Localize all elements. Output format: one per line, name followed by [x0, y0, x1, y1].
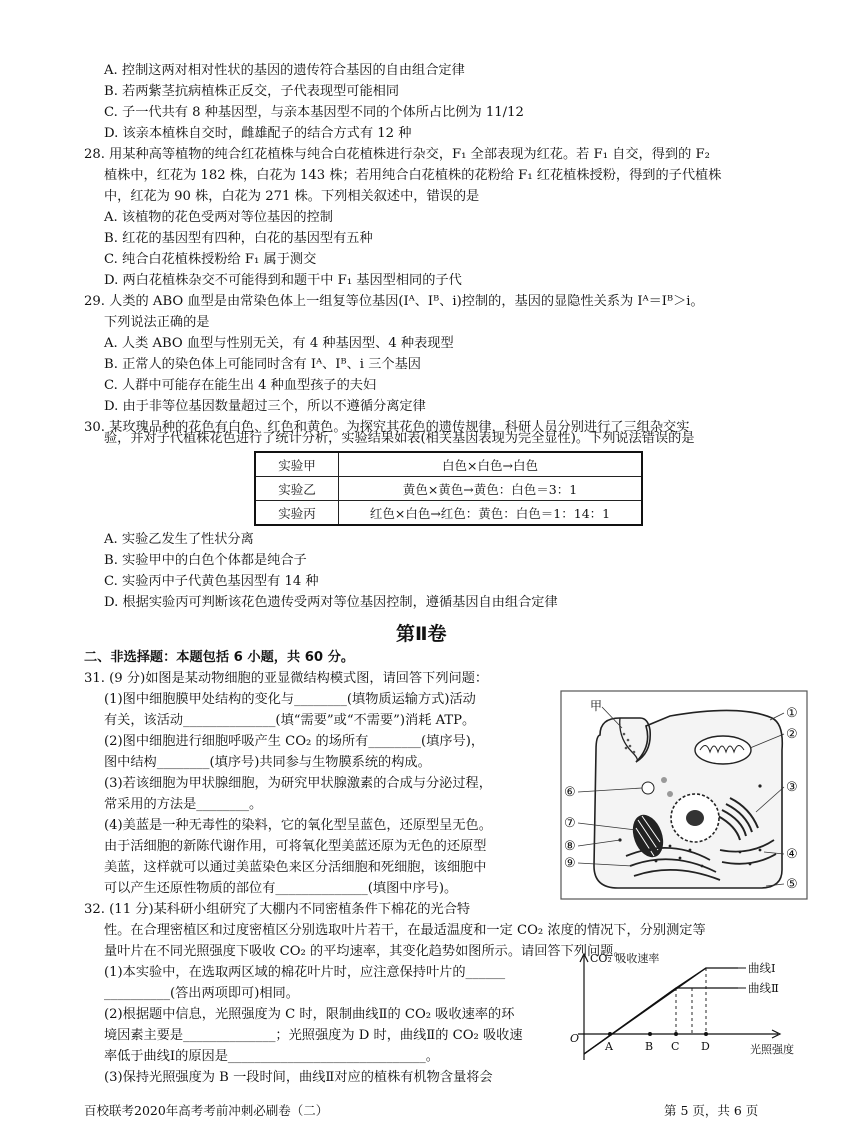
y-axis-label: CO₂ 吸收速率 — [590, 952, 660, 965]
q28-option-d: D. 两白花植株杂交不可能得到和题干中 F₁ 基因型相同的子代 — [104, 273, 462, 288]
q29-option-d: D. 由于非等位基因数量超过三个，所以不遵循分离定律 — [104, 399, 426, 414]
nucleolus — [686, 810, 704, 826]
q31-line: 可以产生还原性物质的部位有______________(填图中序号)。 — [104, 881, 458, 896]
cell-label-5: ⑤ — [786, 877, 798, 892]
curve-2-label: 曲线Ⅱ — [748, 981, 779, 995]
mitochondrion — [695, 736, 751, 764]
table-cell-name: 实验乙 — [255, 477, 339, 501]
q32-line: 量叶片在不同光照强度下吸收 CO₂ 的平均速率，其变化趋势如图所示。请回答下列问题。 — [104, 944, 627, 959]
q30-stem-line1: 30. 某玫瑰品种的花色有白色、红色和黄色。为探究其花色的遗传规律，科研人员分别进行了三组杂交实 — [84, 420, 690, 435]
table-cell-name: 实验甲 — [255, 452, 339, 477]
q28-stem-line3: 中，红花为 90 株，白花为 271 株。下列相关叙述中，错误的是 — [104, 189, 480, 204]
q32-line: __________(答出两项即可)相同。 — [104, 986, 299, 1001]
tick-label-d: D — [701, 1040, 710, 1053]
q32-line: (3)保持光照强度为 B 一段时间，曲线Ⅱ对应的植株有机物含量将会 — [104, 1070, 493, 1085]
page-number: 第 5 页，共 6 页 — [664, 1103, 759, 1118]
cell-label-2: ② — [786, 727, 798, 742]
cell-diagram — [560, 690, 810, 902]
q31-line: (3)若该细胞为甲状腺细胞，为研究甲状腺激素的合成与分泌过程， — [104, 776, 492, 791]
q27-option-a: A. 控制这两对相对性状的基因的遗传符合基因的自由组合定律 — [104, 63, 465, 78]
footer-title: 百校联考2020年高考考前冲刺必刷卷（二） — [84, 1103, 329, 1118]
q29-stem-line1: 29. 人类的 ABO 血型是由常染色体上一组复等位基因(Iᴬ、Iᴮ、i)控制的，基因的显隐性关系为 Ⅰᴬ＝Ⅰᴮ＞i。 — [84, 294, 704, 309]
q32-stem: 32. (11 分)某科研小组研究了大棚内不同密植条件下棉花的光合特 — [84, 902, 471, 917]
cell-label-4: ④ — [786, 847, 798, 862]
q30-option-b: B. 实验甲中的白色个体都是纯合子 — [104, 553, 307, 568]
q28-stem-line1: 28. 用某种高等植物的纯合红花植株与纯合白花植株进行杂交，F₁ 全部表现为红花。若 F₁ 自交，得到的 F₂ — [84, 147, 710, 162]
co2-uptake-graph — [568, 950, 808, 1068]
q30-option-d: D. 根据实验丙可判断该花色遗传受两对等位基因控制，遵循基因自由组合定律 — [104, 595, 558, 610]
q32-line: 性。在合理密植区和过度密植区分别选取叶片若干，在最适温度和一定 CO₂ 浓度的情况下，分别测定等 — [104, 923, 706, 938]
table-row — [255, 501, 642, 526]
cell-label-9: ⑨ — [564, 856, 576, 871]
q27-option-b: B. 若两紫茎抗病植株正反交，子代表现型可能相同 — [104, 84, 400, 99]
q32-line: (1)本实验中，在选取两区域的棉花叶片时，应注意保持叶片的______ — [104, 965, 506, 980]
vesicle — [661, 777, 667, 783]
q31-line: 有关，该活动______________(填“需要”或“不需要”)消耗 ATP。 — [104, 713, 476, 728]
curve-1-label: 曲线Ⅰ — [748, 961, 776, 975]
q27-option-d: D. 该亲本植株自交时，雌雄配子的结合方式有 12 种 — [104, 126, 412, 141]
vesicle — [667, 791, 673, 797]
origin-label: O — [570, 1032, 580, 1045]
tick-label-c: C — [671, 1040, 680, 1053]
q31-stem: 31. (9 分)如图是某动物细胞的亚显微结构模式图，请回答下列问题： — [84, 671, 489, 686]
q31-line: 美蓝，这样就可以通过美蓝染色来区分活细胞和死细胞，该细胞中 — [104, 860, 487, 875]
x-axis-label: 光照强度 — [750, 1043, 794, 1056]
cell-label-3: ③ — [786, 780, 798, 795]
section-header: 二、非选择题：本题包括 6 小题，共 60 分。 — [84, 650, 355, 665]
cell-label-7: ⑦ — [564, 816, 576, 831]
table-cell-result: 黄色×黄色→黄色：白色＝3：1 — [339, 477, 643, 501]
q27-option-c: C. 子一代共有 8 种基因型，与亲本基因型不同的个体所占比例为 11/12 — [104, 105, 524, 120]
q28-option-c: C. 纯合白花植株授粉给 F₁ 属于测交 — [104, 252, 317, 267]
tick-label-a: A — [605, 1040, 613, 1053]
tick-label-b: B — [645, 1040, 654, 1053]
q31-line: 由于活细胞的新陈代谢作用，可将氧化型美蓝还原为无色的还原型 — [104, 839, 487, 854]
q30-option-c: C. 实验丙中子代黄色基因型有 14 种 — [104, 574, 319, 589]
experiment-table — [254, 451, 643, 526]
q31-line: 图中结构________(填序号)共同参与生物膜系统的构成。 — [104, 755, 431, 770]
q28-stem-line2: 植株中，红花为 182 株，白花为 143 株；若用纯合白花植株的花粉给 F₁ 红花植株授粉，得到的子代植株 — [104, 168, 722, 183]
cell-label-8: ⑧ — [564, 839, 576, 854]
table-cell-name: 实验丙 — [255, 501, 339, 526]
table-cell-result: 白色×白色→白色 — [339, 452, 643, 477]
table-row — [255, 452, 642, 477]
q30-stem-line2: 验，并对子代植株花色进行了统计分析，实验结果如表(相关基因表现为完全显性)。下列说法错误的是 — [104, 431, 695, 446]
q31-line: 常采用的方法是________。 — [104, 797, 263, 812]
q29-option-a: A. 人类 ABO 血型与性别无关，有 4 种基因型、4 种表现型 — [104, 336, 454, 351]
vesicle — [642, 782, 654, 794]
table-cell-result: 红色×白色→红色：黄色：白色＝1：14：1 — [339, 501, 643, 526]
cell-label-1: ① — [786, 706, 798, 721]
q28-option-b: B. 红花的基因型有四种，白花的基因型有五种 — [104, 231, 373, 246]
cell-label-jia: 甲 — [590, 699, 603, 713]
table-row — [255, 477, 642, 501]
q30-option-a: A. 实验乙发生了性状分离 — [104, 532, 254, 547]
cell-label-6: ⑥ — [564, 785, 576, 800]
q31-line: (2)图中细胞进行细胞呼吸产生 CO₂ 的场所有________(填序号)， — [104, 734, 485, 749]
q31-line: (4)美蓝是一种无毒性的染料，它的氧化型呈蓝色，还原型呈无色。 — [104, 818, 492, 833]
free-ribosome — [758, 784, 761, 787]
q29-option-b: B. 正常人的染色体上可能同时含有 Ⅰᴬ、Ⅰᴮ、i 三个基因 — [104, 357, 421, 372]
q32-line: (2)根据题中信息，光照强度为 C 时，限制曲线Ⅱ的 CO₂ 吸收速率的环 — [104, 1007, 515, 1022]
q29-option-c: C. 人群中可能存在能生出 4 种血型孩子的夫妇 — [104, 378, 377, 393]
q32-line: 率低于曲线Ⅰ的原因是______________________________。 — [104, 1049, 439, 1064]
part2-title: 第Ⅱ卷 — [396, 623, 447, 645]
q31-line: (1)图中细胞膜甲处结构的变化与________(填物质运输方式)活动 — [104, 692, 476, 707]
q32-line: 境因素主要是______________；光照强度为 D 时，曲线Ⅱ的 CO₂ 吸收速 — [104, 1028, 523, 1043]
q29-stem-line2: 下列说法正确的是 — [104, 315, 210, 330]
q28-option-a: A. 该植物的花色受两对等位基因的控制 — [104, 210, 333, 225]
